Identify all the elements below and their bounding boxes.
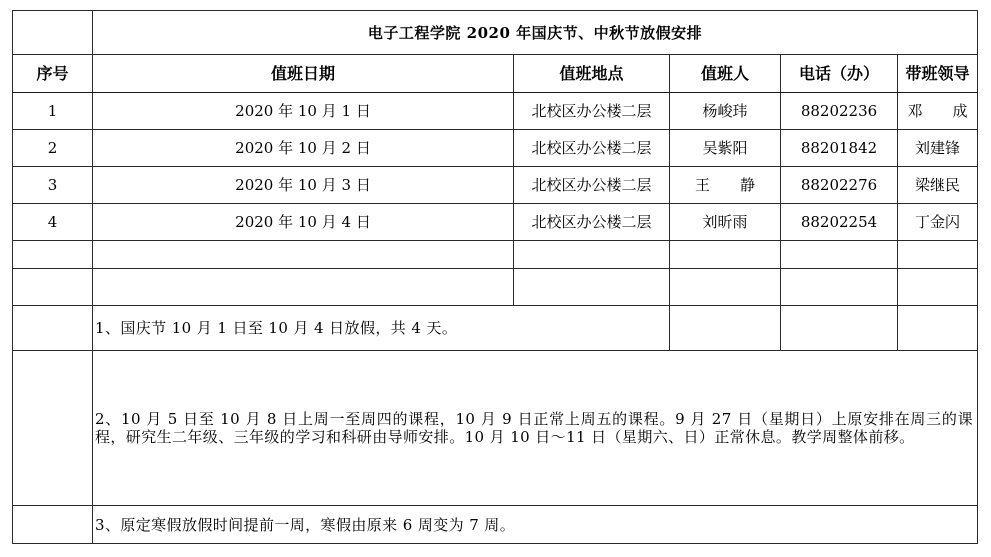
- empty-cell: [93, 269, 514, 306]
- header-date: 值班日期: [93, 55, 514, 93]
- row-location: 北校区办公楼二层: [514, 93, 670, 130]
- empty-cell: [898, 306, 978, 351]
- row-index: 3: [13, 167, 93, 204]
- empty-cell: [13, 241, 93, 269]
- row-leader: 邓 成: [898, 93, 978, 130]
- header-index: 序号: [13, 55, 93, 93]
- page-title: 电子工程学院 2020 年国庆节、中秋节放假安排: [93, 11, 978, 55]
- empty-row: [13, 269, 978, 306]
- empty-cell: [781, 269, 898, 306]
- empty-cell: [781, 241, 898, 269]
- note-1: 1、国庆节 10 月 1 日至 10 月 4 日放假，共 4 天。: [93, 306, 670, 351]
- table-row: [13, 204, 978, 241]
- row-location: 北校区办公楼二层: [514, 130, 670, 167]
- row-leader: 梁继民: [898, 167, 978, 204]
- note-2: 2、10 月 5 日至 10 月 8 日上周一至周四的课程，10 月 9 日正常上周五的课程。9 月 27 日（星期日）上原安排在周三的课程，研究生二年级、三年级的学习和科研由导师安排。10 月 10 日～11 日（星期六、日）正常休息。教学周整体前移。: [93, 351, 978, 506]
- note-3: 3、原定寒假放假时间提前一周，寒假由原来 6 周变为 7 周。: [93, 506, 978, 544]
- row-leader: 刘建锋: [898, 130, 978, 167]
- row-location: 北校区办公楼二层: [514, 167, 670, 204]
- empty-cell: [670, 269, 781, 306]
- note-row: [13, 506, 978, 544]
- table-row: [13, 93, 978, 130]
- empty-cell: [670, 241, 781, 269]
- row-date: 2020 年 10 月 2 日: [93, 130, 514, 167]
- empty-cell: [13, 11, 93, 55]
- empty-cell: [13, 506, 93, 544]
- row-person: 吴紫阳: [670, 130, 781, 167]
- empty-row: [13, 241, 978, 269]
- note-row: [13, 306, 978, 351]
- title-row: [13, 11, 978, 55]
- row-leader: 丁金闪: [898, 204, 978, 241]
- header-phone: 电话（办）: [781, 55, 898, 93]
- empty-cell: [13, 351, 93, 506]
- header-person: 值班人: [670, 55, 781, 93]
- row-phone: 88202236: [781, 93, 898, 130]
- empty-cell: [898, 241, 978, 269]
- table-row: [13, 167, 978, 204]
- row-phone: 88201842: [781, 130, 898, 167]
- row-location: 北校区办公楼二层: [514, 204, 670, 241]
- empty-cell: [670, 306, 781, 351]
- row-person: 杨峻玮: [670, 93, 781, 130]
- empty-cell: [93, 241, 514, 269]
- row-phone: 88202254: [781, 204, 898, 241]
- row-date: 2020 年 10 月 3 日: [93, 167, 514, 204]
- header-location: 值班地点: [514, 55, 670, 93]
- row-date: 2020 年 10 月 4 日: [93, 204, 514, 241]
- row-date: 2020 年 10 月 1 日: [93, 93, 514, 130]
- row-person: 刘昕雨: [670, 204, 781, 241]
- holiday-schedule-table: [12, 10, 978, 544]
- header-leader: 带班领导: [898, 55, 978, 93]
- row-index: 4: [13, 204, 93, 241]
- note-row: [13, 351, 978, 506]
- header-row: [13, 55, 978, 93]
- row-phone: 88202276: [781, 167, 898, 204]
- empty-cell: [781, 306, 898, 351]
- empty-cell: [514, 269, 670, 306]
- table-row: [13, 130, 978, 167]
- empty-cell: [13, 306, 93, 351]
- row-index: 2: [13, 130, 93, 167]
- empty-cell: [13, 269, 93, 306]
- empty-cell: [514, 241, 670, 269]
- empty-cell: [898, 269, 978, 306]
- row-index: 1: [13, 93, 93, 130]
- row-person: 王 静: [670, 167, 781, 204]
